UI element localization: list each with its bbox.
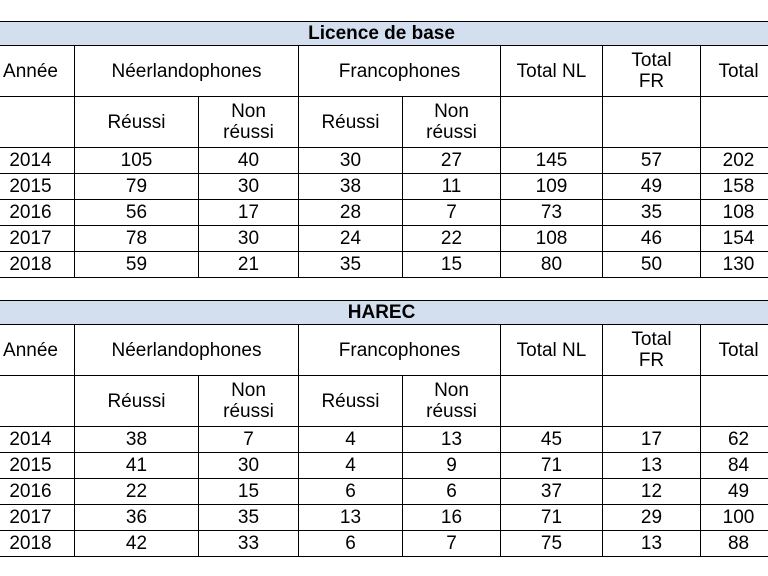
- cell-fr-passed: 38: [299, 174, 403, 200]
- cell-nl-passed: 36: [75, 505, 199, 531]
- cell-nl-passed: 59: [75, 252, 199, 278]
- cell-total-nl: 71: [501, 505, 603, 531]
- table-title-row: [0, 301, 768, 325]
- table-row: [0, 226, 768, 252]
- cell-fr-passed: 30: [299, 148, 403, 174]
- header-empty-cell: [501, 97, 603, 148]
- harec-table-container: [0, 300, 768, 557]
- cell-nl-passed: 79: [75, 174, 199, 200]
- cell-year: 2014: [0, 148, 75, 174]
- cell-nl-failed: 21: [199, 252, 299, 278]
- cell-total-nl: 108: [501, 226, 603, 252]
- cell-total-fr: 17: [603, 427, 701, 453]
- header-fr-passed: Réussi: [299, 376, 403, 427]
- cell-total-nl: 109: [501, 174, 603, 200]
- cell-year: 2015: [0, 174, 75, 200]
- cell-total: 202: [701, 148, 768, 174]
- cell-fr-failed: 27: [403, 148, 501, 174]
- cell-total: 158: [701, 174, 768, 200]
- cell-year: 2018: [0, 252, 75, 278]
- cell-nl-failed: 30: [199, 226, 299, 252]
- table-row: [0, 531, 768, 557]
- cell-total: 88: [701, 531, 768, 557]
- header-fr-group: Francophones: [299, 325, 501, 376]
- cell-fr-failed: 15: [403, 252, 501, 278]
- results-table: [0, 300, 768, 557]
- cell-fr-passed: 6: [299, 479, 403, 505]
- header-row-group: [0, 46, 768, 97]
- table-title: HAREC: [0, 301, 768, 325]
- cell-nl-passed: 41: [75, 453, 199, 479]
- table-row: [0, 427, 768, 453]
- results-table: [0, 21, 768, 278]
- table-row: [0, 148, 768, 174]
- cell-total: 62: [701, 427, 768, 453]
- cell-year: 2016: [0, 479, 75, 505]
- cell-nl-failed: 7: [199, 427, 299, 453]
- header-total: Total: [701, 325, 768, 376]
- header-row-group: [0, 325, 768, 376]
- cell-year: 2017: [0, 505, 75, 531]
- cell-fr-failed: 13: [403, 427, 501, 453]
- cell-nl-passed: 42: [75, 531, 199, 557]
- cell-total-fr: 35: [603, 200, 701, 226]
- cell-fr-failed: 16: [403, 505, 501, 531]
- cell-fr-failed: 11: [403, 174, 501, 200]
- cell-total-nl: 80: [501, 252, 603, 278]
- cell-total: 130: [701, 252, 768, 278]
- header-nl-passed: Réussi: [75, 97, 199, 148]
- cell-nl-failed: 40: [199, 148, 299, 174]
- header-row-sub: [0, 376, 768, 427]
- header-total-nl: Total NL: [501, 325, 603, 376]
- cell-nl-failed: 17: [199, 200, 299, 226]
- header-total-fr: Total FR: [603, 46, 701, 97]
- header-fr-passed: Réussi: [299, 97, 403, 148]
- cell-nl-failed: 30: [199, 174, 299, 200]
- cell-total-fr: 29: [603, 505, 701, 531]
- header-empty-cell: [701, 97, 768, 148]
- cell-nl-failed: 30: [199, 453, 299, 479]
- cell-fr-passed: 35: [299, 252, 403, 278]
- cell-year: 2017: [0, 226, 75, 252]
- cell-nl-passed: 22: [75, 479, 199, 505]
- cell-nl-failed: 33: [199, 531, 299, 557]
- header-year: Année: [0, 46, 75, 97]
- table-row: [0, 453, 768, 479]
- cell-fr-passed: 24: [299, 226, 403, 252]
- cell-total: 49: [701, 479, 768, 505]
- cell-fr-failed: 9: [403, 453, 501, 479]
- cell-fr-passed: 28: [299, 200, 403, 226]
- cell-fr-failed: 7: [403, 531, 501, 557]
- header-year: Année: [0, 325, 75, 376]
- header-total-nl: Total NL: [501, 46, 603, 97]
- header-row-sub: [0, 97, 768, 148]
- cell-total: 108: [701, 200, 768, 226]
- cell-nl-passed: 105: [75, 148, 199, 174]
- header-nl-group: Néerlandophones: [75, 325, 299, 376]
- cell-fr-passed: 4: [299, 427, 403, 453]
- header-fr-failed: Non réussi: [403, 97, 501, 148]
- table-title: Licence de base: [0, 22, 768, 46]
- cell-total: 84: [701, 453, 768, 479]
- header-empty-cell: [0, 376, 75, 427]
- cell-total-fr: 49: [603, 174, 701, 200]
- cell-total-nl: 45: [501, 427, 603, 453]
- cell-total-fr: 46: [603, 226, 701, 252]
- cell-year: 2014: [0, 427, 75, 453]
- cell-fr-passed: 4: [299, 453, 403, 479]
- cell-fr-failed: 6: [403, 479, 501, 505]
- cell-fr-passed: 13: [299, 505, 403, 531]
- cell-nl-passed: 56: [75, 200, 199, 226]
- cell-total-nl: 73: [501, 200, 603, 226]
- cell-total-nl: 75: [501, 531, 603, 557]
- cell-total-fr: 57: [603, 148, 701, 174]
- header-total-fr: Total FR: [603, 325, 701, 376]
- table-row: [0, 505, 768, 531]
- licence-de-base-table-container: [0, 21, 768, 278]
- cell-total-fr: 13: [603, 531, 701, 557]
- cell-nl-passed: 38: [75, 427, 199, 453]
- table-title-row: [0, 22, 768, 46]
- cell-year: 2016: [0, 200, 75, 226]
- header-total: Total: [701, 46, 768, 97]
- cell-total: 100: [701, 505, 768, 531]
- header-empty-cell: [603, 97, 701, 148]
- cell-nl-failed: 15: [199, 479, 299, 505]
- cell-total-fr: 50: [603, 252, 701, 278]
- header-empty-cell: [501, 376, 603, 427]
- cell-total-nl: 37: [501, 479, 603, 505]
- header-nl-group: Néerlandophones: [75, 46, 299, 97]
- header-empty-cell: [603, 376, 701, 427]
- header-fr-group: Francophones: [299, 46, 501, 97]
- table-row: [0, 252, 768, 278]
- cell-total-fr: 12: [603, 479, 701, 505]
- table-row: [0, 174, 768, 200]
- cell-total-nl: 71: [501, 453, 603, 479]
- table-row: [0, 200, 768, 226]
- cell-nl-failed: 35: [199, 505, 299, 531]
- cell-total: 154: [701, 226, 768, 252]
- header-nl-passed: Réussi: [75, 376, 199, 427]
- cell-year: 2018: [0, 531, 75, 557]
- cell-fr-failed: 7: [403, 200, 501, 226]
- cell-total-nl: 145: [501, 148, 603, 174]
- cell-nl-passed: 78: [75, 226, 199, 252]
- header-nl-failed: Non réussi: [199, 97, 299, 148]
- cell-total-fr: 13: [603, 453, 701, 479]
- table-row: [0, 479, 768, 505]
- cell-year: 2015: [0, 453, 75, 479]
- cell-fr-passed: 6: [299, 531, 403, 557]
- header-empty-cell: [0, 97, 75, 148]
- header-empty-cell: [701, 376, 768, 427]
- cell-fr-failed: 22: [403, 226, 501, 252]
- header-nl-failed: Non réussi: [199, 376, 299, 427]
- header-fr-failed: Non réussi: [403, 376, 501, 427]
